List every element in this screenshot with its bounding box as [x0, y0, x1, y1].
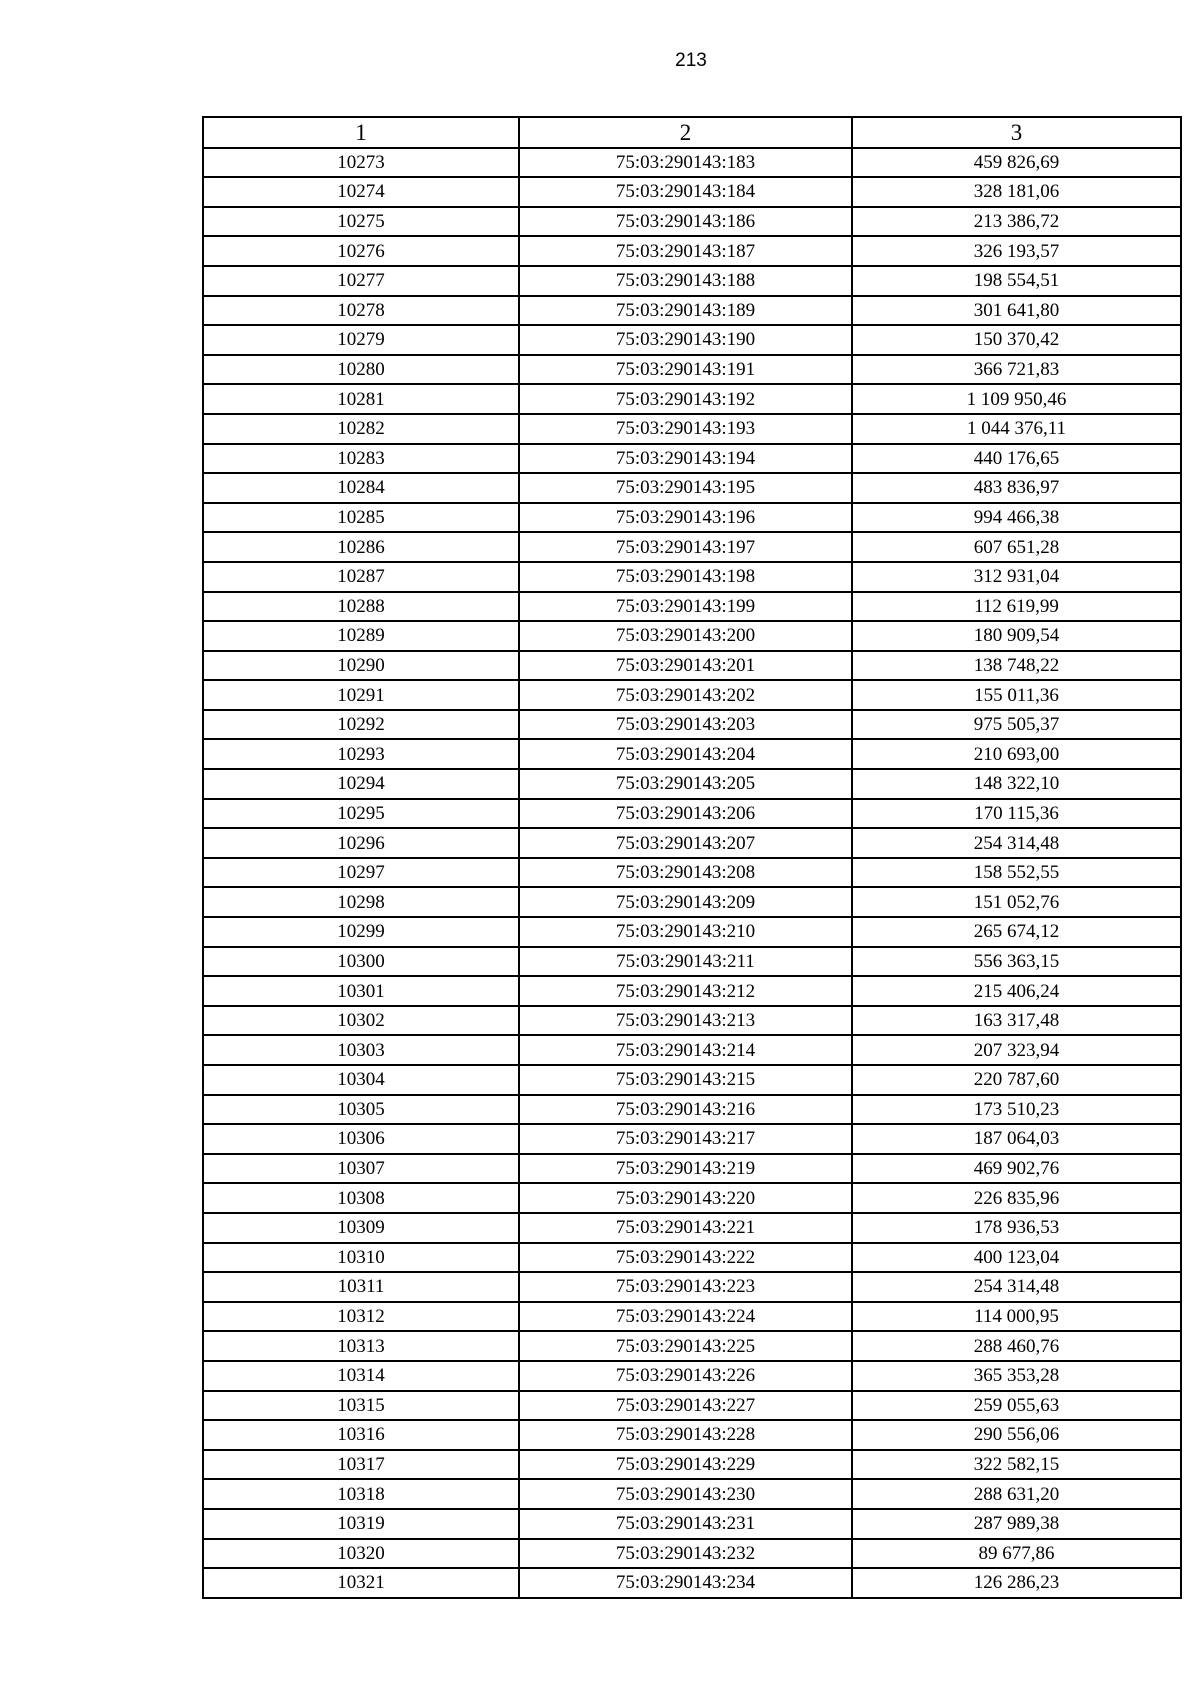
- row-number-cell: 10317: [203, 1450, 519, 1480]
- table-row: [203, 1243, 1181, 1273]
- value-cell: 483 836,97: [852, 473, 1181, 503]
- cadastral-number-cell: 75:03:290143:194: [519, 444, 852, 474]
- row-number-cell: 10282: [203, 414, 519, 444]
- cadastral-number-cell: 75:03:290143:184: [519, 177, 852, 207]
- value-cell: 328 181,06: [852, 177, 1181, 207]
- column-header-3: 3: [852, 117, 1181, 148]
- cadastral-number-cell: 75:03:290143:198: [519, 562, 852, 592]
- value-cell: 226 835,96: [852, 1183, 1181, 1213]
- row-number-cell: 10307: [203, 1154, 519, 1184]
- cadastral-number-cell: 75:03:290143:221: [519, 1213, 852, 1243]
- row-number-cell: 10285: [203, 503, 519, 533]
- value-cell: 994 466,38: [852, 503, 1181, 533]
- value-cell: 210 693,00: [852, 739, 1181, 769]
- row-number-cell: 10296: [203, 828, 519, 858]
- value-cell: 288 460,76: [852, 1331, 1181, 1361]
- cadastral-number-cell: 75:03:290143:210: [519, 917, 852, 947]
- table-row: [203, 296, 1181, 326]
- table-row: [203, 562, 1181, 592]
- row-number-cell: 10295: [203, 799, 519, 829]
- table-row: [203, 503, 1181, 533]
- value-cell: 259 055,63: [852, 1391, 1181, 1421]
- table-row: [203, 1391, 1181, 1421]
- value-cell: 290 556,06: [852, 1420, 1181, 1450]
- value-cell: 213 386,72: [852, 207, 1181, 237]
- row-number-cell: 10304: [203, 1065, 519, 1095]
- row-number-cell: 10278: [203, 296, 519, 326]
- cadastral-number-cell: 75:03:290143:211: [519, 947, 852, 977]
- cadastral-number-cell: 75:03:290143:226: [519, 1361, 852, 1391]
- value-cell: 301 641,80: [852, 296, 1181, 326]
- value-cell: 312 931,04: [852, 562, 1181, 592]
- value-cell: 187 064,03: [852, 1124, 1181, 1154]
- table-header-row: [203, 117, 1181, 148]
- row-number-cell: 10287: [203, 562, 519, 592]
- table-row: [203, 1509, 1181, 1539]
- table-row: [203, 444, 1181, 474]
- value-cell: 158 552,55: [852, 858, 1181, 888]
- value-cell: 326 193,57: [852, 236, 1181, 266]
- row-number-cell: 10277: [203, 266, 519, 296]
- table-row: [203, 739, 1181, 769]
- row-number-cell: 10275: [203, 207, 519, 237]
- table-row: [203, 1302, 1181, 1332]
- value-cell: 114 000,95: [852, 1302, 1181, 1332]
- value-cell: 207 323,94: [852, 1035, 1181, 1065]
- row-number-cell: 10305: [203, 1095, 519, 1125]
- value-cell: 440 176,65: [852, 444, 1181, 474]
- table-row: [203, 236, 1181, 266]
- cadastral-number-cell: 75:03:290143:205: [519, 769, 852, 799]
- value-cell: 155 011,36: [852, 680, 1181, 710]
- value-cell: 469 902,76: [852, 1154, 1181, 1184]
- table-row: [203, 858, 1181, 888]
- row-number-cell: 10320: [203, 1539, 519, 1569]
- cadastral-number-cell: 75:03:290143:204: [519, 739, 852, 769]
- row-number-cell: 10306: [203, 1124, 519, 1154]
- value-cell: 126 286,23: [852, 1568, 1181, 1598]
- cadastral-number-cell: 75:03:290143:231: [519, 1509, 852, 1539]
- table-row: [203, 621, 1181, 651]
- value-cell: 138 748,22: [852, 651, 1181, 681]
- value-cell: 288 631,20: [852, 1479, 1181, 1509]
- cadastral-number-cell: 75:03:290143:197: [519, 532, 852, 562]
- row-number-cell: 10313: [203, 1331, 519, 1361]
- table-row: [203, 1272, 1181, 1302]
- table-row: [203, 266, 1181, 296]
- table-row: [203, 1154, 1181, 1184]
- row-number-cell: 10290: [203, 651, 519, 681]
- table-row: [203, 1124, 1181, 1154]
- cadastral-number-cell: 75:03:290143:229: [519, 1450, 852, 1480]
- table-row: [203, 1006, 1181, 1036]
- value-cell: 366 721,83: [852, 355, 1181, 385]
- table-row: [203, 384, 1181, 414]
- row-number-cell: 10321: [203, 1568, 519, 1598]
- cadastral-number-cell: 75:03:290143:224: [519, 1302, 852, 1332]
- table-row: [203, 1065, 1181, 1095]
- column-header-1: 1: [203, 117, 519, 148]
- table-row: [203, 947, 1181, 977]
- row-number-cell: 10274: [203, 177, 519, 207]
- cadastral-number-cell: 75:03:290143:201: [519, 651, 852, 681]
- row-number-cell: 10283: [203, 444, 519, 474]
- value-cell: 975 505,37: [852, 710, 1181, 740]
- table-row: [203, 769, 1181, 799]
- table-row: [203, 414, 1181, 444]
- page-number: 213: [675, 50, 707, 71]
- table-row: [203, 325, 1181, 355]
- cadastral-number-cell: 75:03:290143:212: [519, 976, 852, 1006]
- value-cell: 150 370,42: [852, 325, 1181, 355]
- table-row: [203, 1183, 1181, 1213]
- table-row: [203, 1479, 1181, 1509]
- cadastral-number-cell: 75:03:290143:193: [519, 414, 852, 444]
- table-row: [203, 680, 1181, 710]
- cadastral-number-cell: 75:03:290143:186: [519, 207, 852, 237]
- cadastral-number-cell: 75:03:290143:216: [519, 1095, 852, 1125]
- cadastral-number-cell: 75:03:290143:209: [519, 887, 852, 917]
- row-number-cell: 10319: [203, 1509, 519, 1539]
- row-number-cell: 10310: [203, 1243, 519, 1273]
- column-header-2: 2: [519, 117, 852, 148]
- cadastral-number-cell: 75:03:290143:206: [519, 799, 852, 829]
- table-row: [203, 1539, 1181, 1569]
- cadastral-number-cell: 75:03:290143:183: [519, 148, 852, 178]
- row-number-cell: 10315: [203, 1391, 519, 1421]
- value-cell: 180 909,54: [852, 621, 1181, 651]
- table-row: [203, 148, 1181, 178]
- table-row: [203, 976, 1181, 1006]
- cadastral-number-cell: 75:03:290143:207: [519, 828, 852, 858]
- value-cell: 322 582,15: [852, 1450, 1181, 1480]
- value-cell: 178 936,53: [852, 1213, 1181, 1243]
- row-number-cell: 10318: [203, 1479, 519, 1509]
- cadastral-number-cell: 75:03:290143:203: [519, 710, 852, 740]
- table-row: [203, 177, 1181, 207]
- row-number-cell: 10303: [203, 1035, 519, 1065]
- row-number-cell: 10316: [203, 1420, 519, 1450]
- row-number-cell: 10279: [203, 325, 519, 355]
- row-number-cell: 10281: [203, 384, 519, 414]
- cadastral-number-cell: 75:03:290143:219: [519, 1154, 852, 1184]
- cadastral-number-cell: 75:03:290143:196: [519, 503, 852, 533]
- table-row: [203, 1213, 1181, 1243]
- value-cell: 1 044 376,11: [852, 414, 1181, 444]
- row-number-cell: 10297: [203, 858, 519, 888]
- row-number-cell: 10291: [203, 680, 519, 710]
- row-number-cell: 10309: [203, 1213, 519, 1243]
- cadastral-number-cell: 75:03:290143:200: [519, 621, 852, 651]
- table-row: [203, 592, 1181, 622]
- table-row: [203, 532, 1181, 562]
- cadastral-number-cell: 75:03:290143:191: [519, 355, 852, 385]
- cadastral-number-cell: 75:03:290143:222: [519, 1243, 852, 1273]
- row-number-cell: 10302: [203, 1006, 519, 1036]
- cadastral-number-cell: 75:03:290143:199: [519, 592, 852, 622]
- table-row: [203, 1331, 1181, 1361]
- table-row: [203, 355, 1181, 385]
- table-row: [203, 1450, 1181, 1480]
- cadastral-number-cell: 75:03:290143:187: [519, 236, 852, 266]
- cadastral-number-cell: 75:03:290143:202: [519, 680, 852, 710]
- table-row: [203, 651, 1181, 681]
- value-cell: 163 317,48: [852, 1006, 1181, 1036]
- row-number-cell: 10308: [203, 1183, 519, 1213]
- table-row: [203, 1035, 1181, 1065]
- table-row: [203, 1420, 1181, 1450]
- row-number-cell: 10292: [203, 710, 519, 740]
- table-row: [203, 799, 1181, 829]
- table-body: [203, 148, 1181, 1598]
- table-row: [203, 828, 1181, 858]
- row-number-cell: 10293: [203, 739, 519, 769]
- value-cell: 170 115,36: [852, 799, 1181, 829]
- cadastral-number-cell: 75:03:290143:189: [519, 296, 852, 326]
- value-cell: 459 826,69: [852, 148, 1181, 178]
- row-number-cell: 10301: [203, 976, 519, 1006]
- value-cell: 148 322,10: [852, 769, 1181, 799]
- cadastral-number-cell: 75:03:290143:214: [519, 1035, 852, 1065]
- value-cell: 215 406,24: [852, 976, 1181, 1006]
- table-row: [203, 1361, 1181, 1391]
- table-row: [203, 887, 1181, 917]
- value-cell: 151 052,76: [852, 887, 1181, 917]
- cadastral-number-cell: 75:03:290143:234: [519, 1568, 852, 1598]
- cadastral-number-cell: 75:03:290143:227: [519, 1391, 852, 1421]
- row-number-cell: 10294: [203, 769, 519, 799]
- value-cell: 556 363,15: [852, 947, 1181, 977]
- row-number-cell: 10286: [203, 532, 519, 562]
- table-row: [203, 1095, 1181, 1125]
- row-number-cell: 10273: [203, 148, 519, 178]
- table-row: [203, 207, 1181, 237]
- cadastral-number-cell: 75:03:290143:230: [519, 1479, 852, 1509]
- value-cell: 173 510,23: [852, 1095, 1181, 1125]
- cadastral-number-cell: 75:03:290143:223: [519, 1272, 852, 1302]
- row-number-cell: 10299: [203, 917, 519, 947]
- cadastral-number-cell: 75:03:290143:213: [519, 1006, 852, 1036]
- row-number-cell: 10276: [203, 236, 519, 266]
- table-row: [203, 473, 1181, 503]
- row-number-cell: 10314: [203, 1361, 519, 1391]
- value-cell: 265 674,12: [852, 917, 1181, 947]
- cadastral-number-cell: 75:03:290143:195: [519, 473, 852, 503]
- value-cell: 112 619,99: [852, 592, 1181, 622]
- value-cell: 287 989,38: [852, 1509, 1181, 1539]
- cadastral-number-cell: 75:03:290143:190: [519, 325, 852, 355]
- value-cell: 89 677,86: [852, 1539, 1181, 1569]
- cadastral-number-cell: 75:03:290143:188: [519, 266, 852, 296]
- table-header: [203, 117, 1181, 148]
- cadastral-number-cell: 75:03:290143:228: [519, 1420, 852, 1450]
- cadastral-number-cell: 75:03:290143:217: [519, 1124, 852, 1154]
- row-number-cell: 10312: [203, 1302, 519, 1332]
- cadastral-number-cell: 75:03:290143:208: [519, 858, 852, 888]
- data-table: [202, 116, 1182, 1599]
- row-number-cell: 10288: [203, 592, 519, 622]
- cadastral-number-cell: 75:03:290143:215: [519, 1065, 852, 1095]
- table-row: [203, 917, 1181, 947]
- value-cell: 254 314,48: [852, 828, 1181, 858]
- value-cell: 1 109 950,46: [852, 384, 1181, 414]
- cadastral-number-cell: 75:03:290143:225: [519, 1331, 852, 1361]
- value-cell: 607 651,28: [852, 532, 1181, 562]
- row-number-cell: 10311: [203, 1272, 519, 1302]
- row-number-cell: 10289: [203, 621, 519, 651]
- value-cell: 400 123,04: [852, 1243, 1181, 1273]
- cadastral-number-cell: 75:03:290143:220: [519, 1183, 852, 1213]
- row-number-cell: 10280: [203, 355, 519, 385]
- row-number-cell: 10298: [203, 887, 519, 917]
- table-row: [203, 1568, 1181, 1598]
- table-row: [203, 710, 1181, 740]
- value-cell: 254 314,48: [852, 1272, 1181, 1302]
- cadastral-number-cell: 75:03:290143:232: [519, 1539, 852, 1569]
- value-cell: 365 353,28: [852, 1361, 1181, 1391]
- cadastral-number-cell: 75:03:290143:192: [519, 384, 852, 414]
- value-cell: 220 787,60: [852, 1065, 1181, 1095]
- row-number-cell: 10284: [203, 473, 519, 503]
- value-cell: 198 554,51: [852, 266, 1181, 296]
- row-number-cell: 10300: [203, 947, 519, 977]
